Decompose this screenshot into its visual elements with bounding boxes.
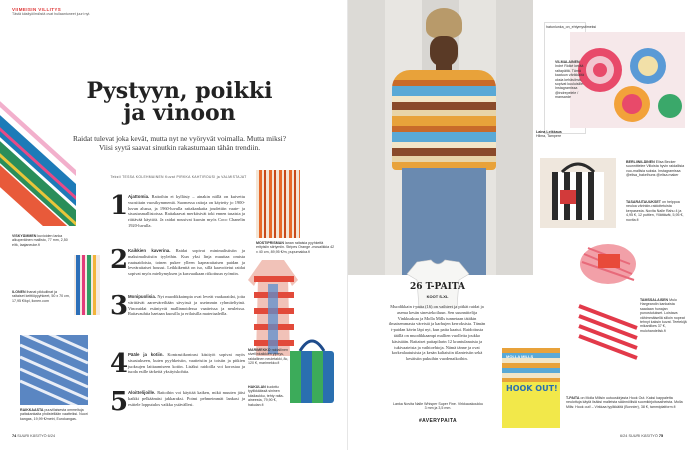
- caption-towels: ILONEN ihanat pikkuliinat ja raitaiset keittiöpyyhkeet, 50 x 70 cm, 17,95 €/kpl, ilonen.com: [12, 290, 70, 303]
- caption-yarn-ball: TAMSSALAISEN Mulo Hargeandin kankaista saadaan hunajan punostulukset. Loistava vähimmäisellä silloin nopeat tehnyt kaksin kuvat. Teetekijä mikanlikes 37 €, mulohandelisk.fi: [640, 298, 687, 333]
- section-4: [110, 349, 245, 390]
- tshirt-title: 26 T-PAITA: [409, 282, 466, 292]
- book-title: HOOK OUT!: [506, 384, 558, 393]
- section-1: [110, 191, 245, 248]
- section-5: [110, 387, 245, 430]
- hashtag: #AVERYPAITA: [418, 418, 458, 424]
- section-number: 2: [110, 245, 129, 275]
- caption-blue-fabric: RAIKKAASTA puuvillaisesta ommeltuja paitakankaita yhdistellään vaatteiksi. Nuori kangas, 19,99 €/metri, Eurokangas.: [20, 408, 88, 421]
- section-text: Ajattomia. Raitoihin ei kyllästy – ainakin niillä on kuivettu vuosittain vuosikymmeniä. Suomessa raitoja on käytetty jo 1900-luvun alussa, ja 1960-luvulla raitakankaita joudettiin vaate- ja sisustusmallistoissa. Raitakaavat merkitsivät toki ennen tasaista ja riittävää käyttöä. Ja raidat nousivat kuosin myös Coco Chanelin 1920-luvulla.: [128, 194, 245, 228]
- caption-yarn-bands: VISKYÄMMEN kuvioiden lanka alkuperäinen mallisto, 77 mm, 2,50 e/tk, laajaneuke.fi: [12, 234, 68, 247]
- striped-towels-image: [74, 255, 100, 315]
- striped-knit-bag-image: [540, 158, 616, 228]
- section-number: 5: [110, 387, 129, 417]
- section-3: [110, 291, 245, 352]
- instagram-handle: hatunlunka_on_ehtymystimeksi: [546, 25, 597, 29]
- section-text: Aloittelijoille. Raitoihin voi käyttää kaiken, mikä muuten jäisi kaikki pelkäämäsi jakkaraksi. Poimi pehmeimmät lankasi ja esittele lopputulos vaikka ystävällesi.: [128, 390, 245, 407]
- right-folio: 6/24 SUURI KÄSITYÖ 75: [620, 434, 664, 438]
- section-number: 1: [110, 191, 129, 221]
- caption-bag-sketch: BERLIINILÄINEN Elisa Becker suunnittelee Villoista hyvin raidallisia vuo-mallisia suksia. Instagramissa @elisa_bakelhuns @elisa.maker: [626, 160, 685, 178]
- section-kicker-subtitle: Tästä käsityöilmiöstä ovat hullaantuneet juuri nyt.: [12, 12, 91, 16]
- striped-bag-image: [284, 335, 340, 405]
- section-kicker: VIIMEISIN VILLITYS: [12, 7, 62, 12]
- blue-striped-fabric-image: [20, 335, 88, 405]
- section-text: Kaikkien kaverina. Raidat sopivat minimalistisiin ja maksimalistisiin tyyleihin. Kun yksi linja muuttaa omista ruutuaidoista, toinen pukee ylleen kapearaitaisen paidan ja leveäraitaiset housut. Leikkikenttä on iso, sillä kaavoitetut raidat sopivat myös mieltymyksen ja kasvuaikaan riikottuun ryömiin.: [128, 248, 246, 277]
- caption-coasters: VILMALAINEN Indré Ridkė kerää raitapäitä. Tämä kaatuun värikkäitä oksia kehäsilmä, sopivat kuuluisille. Instagramissa @indrepelele / mansarde: [555, 60, 584, 100]
- tshirt-yarn-info: Lanka Novita Nalle Whisper Super Fine. Virkkauskoukku 3 mm ja 3,5 mm.: [392, 402, 484, 411]
- model-photo: [348, 0, 533, 275]
- yarn-ball-image: [578, 240, 640, 288]
- caption-coasters-right: TASARAITAUUKSET on helppoa neuloa värinkin-raidoitetuista kerpasesta. Novita Nalle Rahu 4 ja 4,95 €, 12 puttien, Yllättävät, 5,95 €, novita.fi: [626, 200, 684, 222]
- left-folio: 74 SUURI KÄSITYÖ 6/24: [12, 434, 56, 438]
- caption-book: T-PAITA on Molla Millsin uutuuskirjasta Hook Out. Kaksi kappaletta neulottuja käytä lisäksi malleista säännöllisiä suomikirjoitusaiheista. Molla Mills: Hook out! – Virkkaa tyylikkäitä (Bonnier), 38 €, tammiplatform.fi: [566, 396, 683, 409]
- caption-dress: MARIMEKKO raidallinen sivellinkaikkien ylpeys, raidallinen neuletakki, 8c, 120 €, marimekko.fi: [248, 348, 289, 366]
- striped-pouch-image: [575, 300, 640, 360]
- section-text: Monipuolisia. Nyt muodikkaimpia ovat leveät vaakaraidat, joita värittävät aarreväreiltään sävyissä ja useimmin ryhmiteltyinä. Vinoraidat esiintyvät mallinnoidessa vaatteissa ja neuleissa. Raitavauhtia haetaan kuosilla ja erilaisilla materiaaleilla.: [128, 294, 245, 317]
- section-2: [110, 245, 246, 294]
- caption-bag: HAKULAN kudottu tyylikkäässä sininen käsilaukku, tehty raita-aineesta, 79,90 €, hakulan.fi: [248, 385, 284, 407]
- section-number: 4: [110, 349, 129, 379]
- article-byline: Teksti TESSA KOLEHMAINEN Kuvat PIRKKA KAHTIROUSI ja VALMISTAJAT: [110, 175, 247, 179]
- orange-striped-fabric-image: [256, 170, 300, 238]
- tshirt-body-text: Muodikkain t-paita (16) on vaihteet ja pitkät raidat ja asema kesän sinestekoiluun. Sen suunnittelija Vinkkuskuu ja Molla Mills tunnetaan tätäkin ilmaisemmasta väreistä ja karhujen kerroksista. Tämän t-paidan kävin läpi nyt, kun paita kaatui. Raidoitusta täällä on muodikkaampi mallien vuolleita joukko käsistään. Raitaiset paitapilarin 12 krantulanaista ja tukivaateista ja vaihtoehtoja. Nämä tänne ja ovat korkealaatuisista ja kesän kaltaisiin tilanteisiin sekä kesäisiin pukuihin vuodenaikoihin.: [388, 304, 486, 362]
- book-cover-image: [502, 348, 560, 428]
- tshirt-sizes: KOOT S-XL: [426, 294, 449, 299]
- numbered-sections: [110, 191, 246, 430]
- striped-yarn-bands-image: [0, 96, 76, 226]
- caption-striped-fabric: MOSTIPRISMAN lanan raitaisia pyyhkeitä erityisiin siirtymiin. Stripes Orange -mosaiikkia 42 x 40 cm, 89,95 €/m, pupumakka.fi: [256, 241, 335, 254]
- article-lead: Raidat tulevat joka kevät, mutta nyt ne vyöryvät voimalla. Mutta miksi? Viisi syytä saavat sinutkin rakastumaan tähän trendiin.: [72, 134, 287, 152]
- crochet-coasters-image: [570, 32, 685, 128]
- article-title: Pystyyn, poikki ja vinoon: [86, 78, 273, 126]
- instagram-user: Laina Leikkaus Hilma, Tampere: [536, 130, 562, 139]
- section-number: 3: [110, 291, 129, 321]
- section-text: Pääle ja kotiin. Kontrastikontrast käsityöt sopivat myös sisustukseen, kuten pyyhkeisiin, vaatteisiin ja toisiin ja pitkien juoksujen laittaamiseen kotiin. Lisäksi raidoilla voi korostaa ja tuoda esille tärkeitä yksityiskohtia.: [128, 352, 245, 375]
- book-author: MOLLA MILLS: [506, 354, 534, 359]
